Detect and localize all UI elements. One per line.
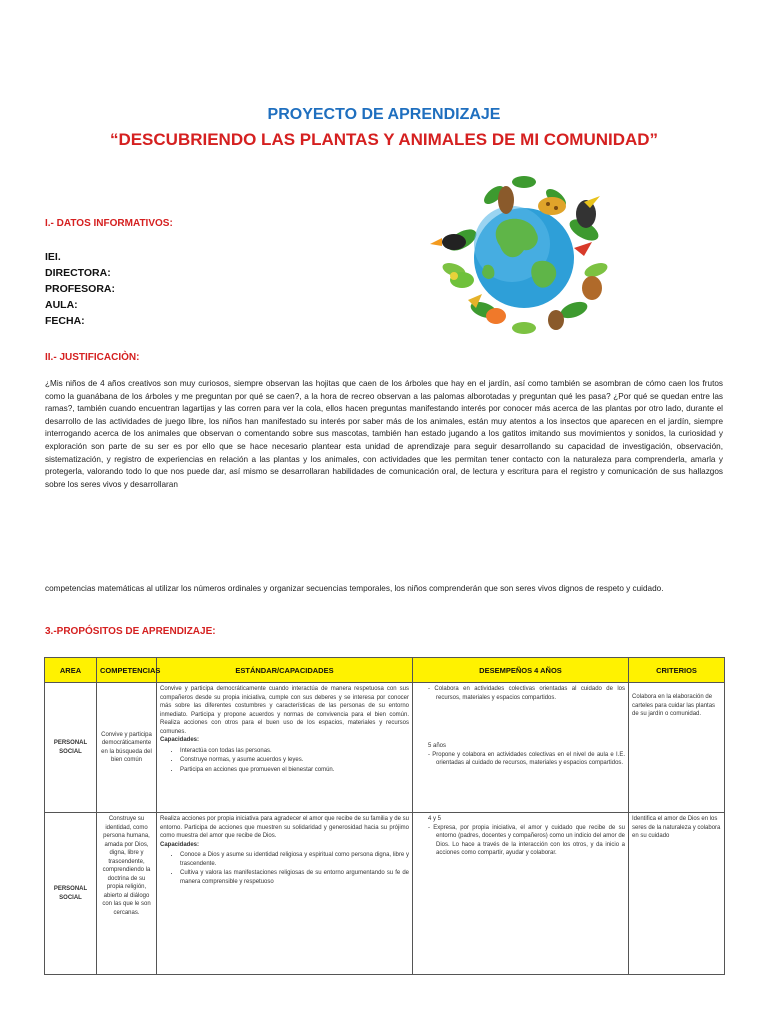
field-iei: IEI.: [45, 251, 61, 263]
propositos-table: [44, 657, 725, 975]
section-propositos-heading: 3.-PROPÓSITOS DE APRENDIZAJE:: [45, 626, 216, 637]
desempeno-cell: [413, 683, 629, 813]
field-directora: DIRECTORA:: [45, 267, 111, 279]
column-header-criterios: CRITERIOS: [629, 658, 725, 683]
area-cell: PERSONAL SOCIAL: [45, 683, 97, 813]
capacidades-label: Capacidades:: [160, 841, 200, 848]
info-fields: [45, 249, 115, 329]
section-justificacion-heading: II.- JUSTIFICACIÒN:: [45, 352, 140, 363]
capacidad-item: • Participa en acciones que promueven el bienestar común.: [180, 766, 409, 775]
project-name: “DESCUBRIENDO LAS PLANTAS Y ANIMALES DE MI COMUNIDAD”: [109, 130, 659, 149]
estandar-cell: [157, 813, 413, 975]
criterio-cell: [629, 683, 725, 813]
field-fecha: FECHA:: [45, 315, 85, 327]
table-row: [45, 683, 725, 813]
column-header-desempenos: DESEMPEÑOS 4 AÑOS: [413, 658, 629, 683]
edad-label: 5 años: [428, 743, 447, 749]
competencia-cell: Convive y participa democráticamente en la búsqueda del bien común: [97, 683, 157, 813]
column-header-competencias: COMPETENCIAS: [97, 658, 157, 683]
desempeno-item: - Colabora en actividades colectivas orientadas al cuidado de los recursos, materiales y espacios compartidos.: [428, 685, 625, 702]
desempeno-item: - Expresa, por propia iniciativa, el amor y cuidado que recibe de su entorno (padres, docentes y compañeros) como un indicio del amor de Dios. Lo hace a través de la interacción con los otros, y da inicio a acciones como compartir, ayudar y colaborar.: [428, 824, 625, 858]
table-row: [45, 813, 725, 975]
column-header-estandar: ESTÁNDAR/CAPACIDADES: [157, 658, 413, 683]
criterio-cell: [629, 813, 725, 975]
desempeno-cell: [413, 813, 629, 975]
estandar-text: Convive y participa democráticamente cuando interactúa de manera respetuosa con sus compañeros desde su propia iniciativa, cumple con sus deberes y se interesa por conocer más sobre las diferentes costumbres y características de las personas de su entorno inmediato. Participa y propone acuerdos y normas de convivencia para el bien común. Realiza acciones con otros para el buen uso de los espacios, materiales y recursos comunes.: [160, 686, 409, 735]
capacidad-item: • Cultiva y valora las manifestaciones religiosas de su entorno argumentando su fe de manera comprensible y respetuoso: [180, 869, 409, 886]
capacidades-label: Capacidades:: [160, 737, 200, 743]
document-title: PROYECTO DE APRENDIZAJE: [267, 106, 501, 123]
table-header-row: [45, 658, 725, 683]
field-profesora: PROFESORA:: [45, 283, 116, 295]
justificacion-continuation: competencias matemáticas al utilizar los números ordinales y organizar secuencias temporales, los niños comprenderán que son seres vivos dignos de respeto y cuidado.: [45, 584, 664, 593]
capacidad-item: • Interactúa con todas las personas.: [180, 747, 409, 756]
capacidad-item: • Construye normas, y asume acuerdos y leyes.: [180, 756, 409, 765]
criterio-text: Colabora en la elaboración de carteles para cuidar las plantas de su jardín o comunidad.: [632, 694, 716, 717]
capacidad-item: • Conoce a Dios y asume su identidad religiosa y espiritual como persona digna, libre y trascendente.: [180, 851, 409, 868]
estandar-cell: [157, 683, 413, 813]
justificacion-paragraph: ¿Mis niños de 4 años creativos son muy curiosos, siempre observan las hojitas que caen de los árboles que hay en el jardín, así como también se asombran de cómo caen los frutos como la guanábana de los árboles y me preguntan por qué se caen?, a la hora de recreo observan a las palomas alborotadas y preguntan qué les pasa? ¿Por qué se quedan entre las ramas?, también cuando encuentran lagartijas y las corren para ver la cola, ellos hacen preguntas manifestando interés por conocer más acerca de las plantas por otro lado, durante el desarrollo de las actividades de juego libre, los niños han manifestado su interés por saber más de los animales, están muy atentos a los insectos que aparecen en el jardín, siempre interrogando acerca de los animales que observan o comentando sobre sus mascotas, también han estado jugando a los gatitos imitando sus movimientos y sonidos, la curiosidad y exploración son parte de su ser es por ello que se hace necesario plantear esta unidad de aprendizaje para seguir desarrollando su capacidad de investigación, observación, sistematización, y registro de experiencias en relación a las plantas y los animales, con actividades que les permitan tener contacto con la naturaleza para comprenderla, amarla y protegerla, valorando todo lo que nos puede dar, así mismo se desarrollaran habilidades de comunicación oral, de lectura y escritura para el registro y comunicación de sus hallazgos sobre los seres vivos y desarrollaran: [45, 379, 723, 489]
area-cell: PERSONAL SOCIAL: [45, 813, 97, 975]
globe-with-animals-icon: [424, 170, 624, 340]
section-datos-heading: I.- DATOS INFORMATIVOS:: [45, 218, 173, 229]
criterio-text: Identifica el amor de Dios en los seres de la naturaleza y colabora en su cuidado: [632, 816, 721, 839]
estandar-text: Realiza acciones por propia iniciativa para agradecer el amor que recibe de su familia y de su entorno. Participa de acciones que muestren su solidaridad y generosidad hacia su prójimo como muestra del amor que recibe de Dios.: [160, 816, 409, 839]
desempeno-item: - Propone y colabora en actividades colectivas en el nivel de aula e I.E. orientadas al cuidado de recursos, materiales y espacios compartidos.: [428, 751, 625, 768]
edad-label: 4 y 5: [428, 816, 442, 822]
column-header-area: AREA: [45, 658, 97, 683]
field-aula: AULA:: [45, 299, 78, 311]
competencia-cell: Construye su identidad, como persona humana, amada por Dios, digna, libre y trascendente, comprendiendo la doctrina de su propia religión, abierto al diálogo con las que le son cercanas.: [97, 813, 157, 975]
